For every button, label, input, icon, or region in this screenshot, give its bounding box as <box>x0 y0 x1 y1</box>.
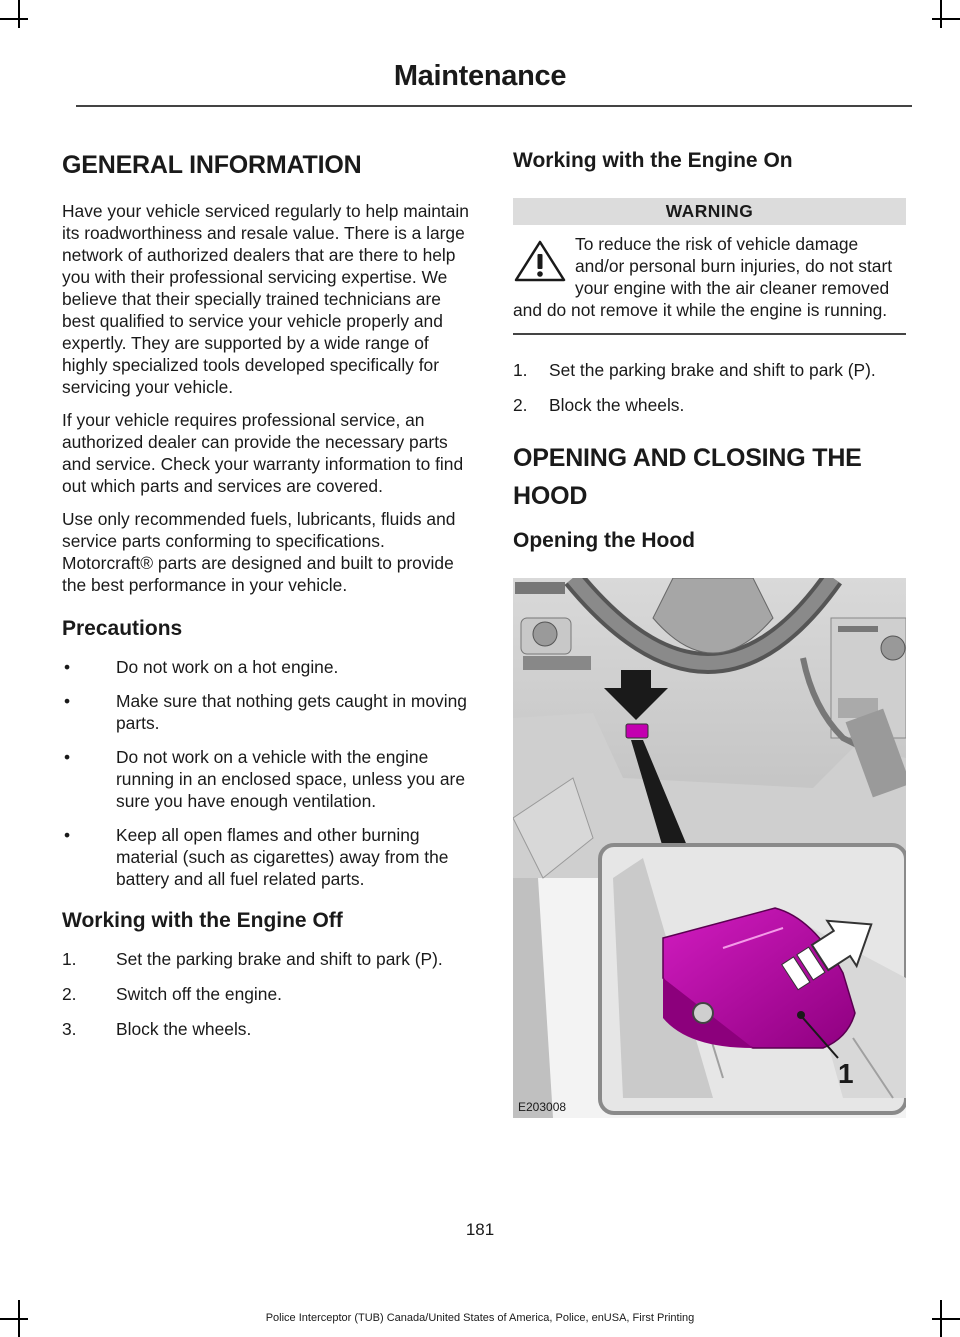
left-column <box>62 140 476 1053</box>
subheading-engine-on: Working with the Engine On <box>513 149 793 172</box>
bullet-mark: • <box>64 825 71 845</box>
warning-rule <box>513 333 906 335</box>
bullet-mark: • <box>64 691 71 711</box>
step-item <box>62 983 476 1005</box>
step-number: 3. <box>62 1019 77 1039</box>
right-column <box>513 140 906 568</box>
step-number: 2. <box>513 395 528 415</box>
callout-number: 1 <box>838 1058 854 1089</box>
bullet-mark: • <box>64 747 71 767</box>
step-text: Switch off the engine. <box>116 984 282 1004</box>
crop-mark <box>18 0 20 28</box>
list-item <box>62 746 476 812</box>
page-header-title: Maintenance <box>393 60 567 92</box>
figure-id: E203008 <box>518 1100 567 1114</box>
section-heading-line: HOOD <box>513 482 588 510</box>
section-heading-general-information: GENERAL INFORMATION <box>62 151 362 179</box>
list-item-text: Keep all open flames and other burning material (such as cigarettes) away from the battery and all fuel related parts. <box>116 825 449 889</box>
subheading-opening-hood: Opening the Hood <box>513 529 695 552</box>
engine-on-steps <box>513 359 906 416</box>
footer-text: Police Interceptor (TUB) Canada/United States of America, Police, enUSA, First Printing <box>265 1312 695 1324</box>
section-heading-line: OPENING AND CLOSING THE <box>513 444 862 472</box>
paragraph: Use only recommended fuels, lubricants, fluids and service parts conforming to specifications. Motorcraft® parts are designed and built to provide the best performance in your vehicle. <box>62 509 456 595</box>
crop-mark <box>0 18 28 20</box>
subheading-precautions: Precautions <box>62 617 183 640</box>
step-text: Block the wheels. <box>549 395 685 415</box>
list-item <box>62 690 476 734</box>
precautions-list <box>62 656 476 890</box>
paragraph: Have your vehicle serviced regularly to help maintain its roadworthiness and resale value. There is a large network of authorized dealers that are there to help you with their professional servicing expertise. We believe that their specially trained technicians are best qualified to service your vehicle properly and expertly. They are supported by a wide range of highly specialized tools developed specifically for servicing your vehicle. <box>62 201 469 397</box>
step-item <box>62 1018 476 1040</box>
step-number: 2. <box>62 984 77 1004</box>
warning-text: To reduce the risk of vehicle damage and/or personal burn injuries, do not start your engine with the air cleaner removed and do not remove it while the engine is running. <box>513 234 893 320</box>
list-item <box>62 656 476 678</box>
crop-mark <box>932 18 960 20</box>
step-item <box>62 948 476 970</box>
bullet-mark: • <box>64 657 71 677</box>
step-text: Set the parking brake and shift to park (P). <box>549 360 876 380</box>
warning-banner: WARNING <box>513 198 906 225</box>
step-text: Set the parking brake and shift to park (P). <box>116 949 443 969</box>
section-heading-hood <box>513 442 906 512</box>
engine-off-steps <box>62 948 476 1040</box>
subheading-engine-off: Working with the Engine Off <box>62 909 343 932</box>
step-number: 1. <box>62 949 77 969</box>
step-number: 1. <box>513 360 528 380</box>
step-text: Block the wheels. <box>116 1019 252 1039</box>
list-item-text: Make sure that nothing gets caught in moving parts. <box>116 691 467 733</box>
header-rule <box>76 105 912 107</box>
warning-box <box>513 225 906 321</box>
paragraph: If your vehicle requires professional service, an authorized dealer can provide the necessary parts and service. Check your warranty information to find out which parts and services are covered. <box>62 410 464 496</box>
hood-release-illustration <box>513 578 906 1118</box>
step-item <box>513 394 906 416</box>
page-number: 181 <box>465 1220 495 1239</box>
warning-triangle-icon <box>513 239 567 283</box>
list-item-text: Do not work on a hot engine. <box>116 657 339 677</box>
zoom-inset <box>600 845 906 1113</box>
list-item <box>62 824 476 890</box>
step-item <box>513 359 906 381</box>
list-item-text: Do not work on a vehicle with the engine running in an enclosed space, unless you are sure you have enough ventilation. <box>116 747 466 811</box>
crop-mark <box>940 0 942 28</box>
